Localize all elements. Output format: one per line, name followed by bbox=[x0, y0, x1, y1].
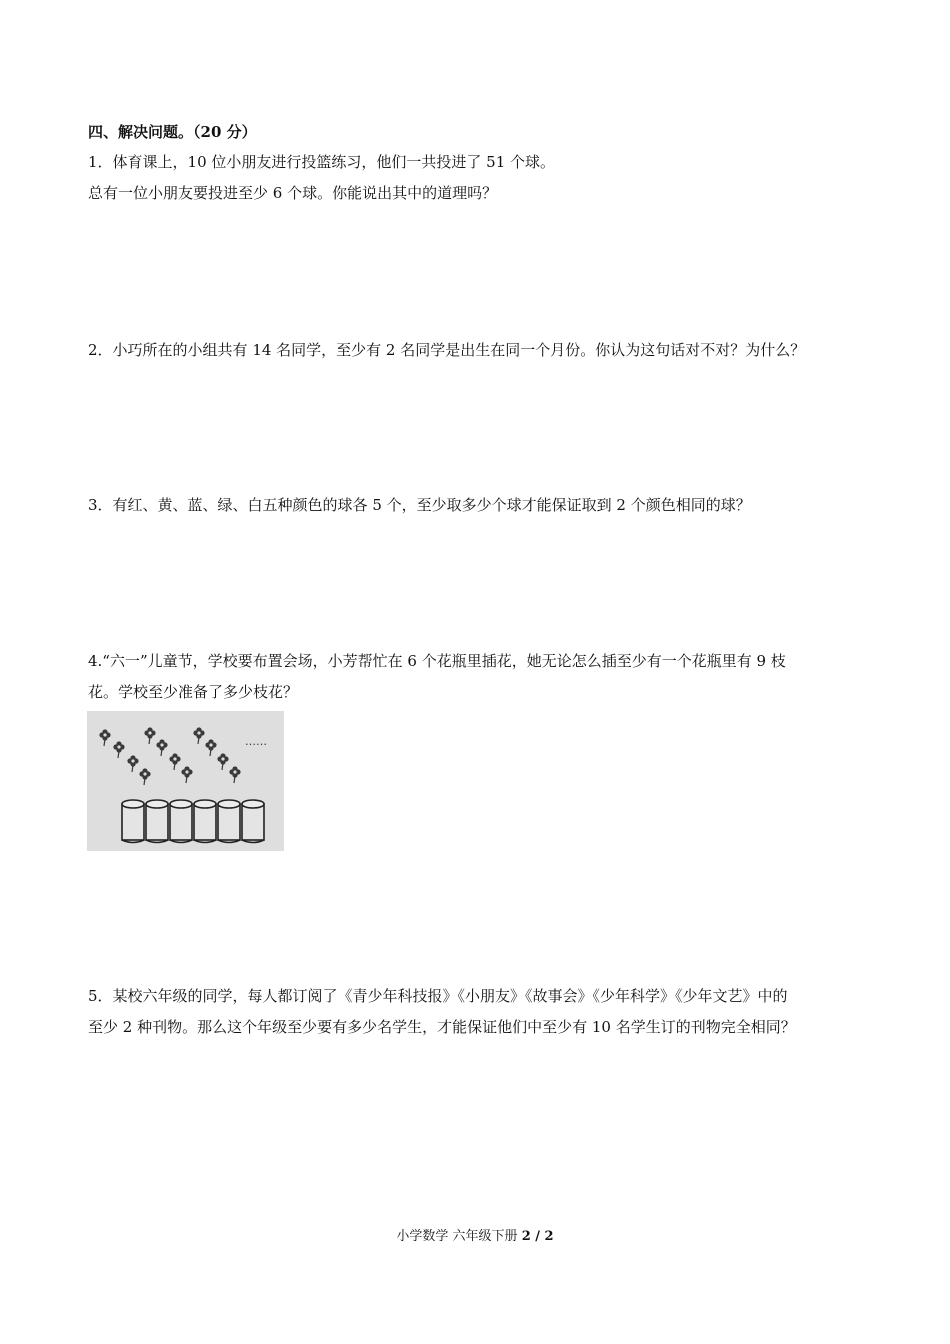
flower-icon bbox=[205, 739, 216, 756]
flower-icon bbox=[229, 766, 240, 783]
vase-icon bbox=[146, 800, 168, 843]
flower-icon bbox=[99, 729, 110, 746]
vase-icon bbox=[218, 800, 240, 843]
flower-icon bbox=[156, 739, 167, 756]
question-3-line-1: 3．有红、黄、蓝、绿、白五种颜色的球各 5 个，至少取多少个球才能保证取到 2 个颜色相同的球？ bbox=[88, 496, 751, 514]
flower-icon bbox=[139, 768, 150, 785]
flower-icon bbox=[217, 753, 228, 770]
vase-icon bbox=[170, 800, 192, 843]
flower-icon bbox=[181, 766, 192, 783]
question-1-line-1: 1．体育课上，10 位小朋友进行投篮练习，他们一共投进了 51 个球。 bbox=[88, 153, 556, 171]
ellipsis-text: …… bbox=[245, 735, 267, 748]
question-2-line-1: 2．小巧所在的小组共有 14 名同学，至少有 2 名同学是出生在同一个月份。你认为这句话对不对？为什么？ bbox=[88, 341, 806, 359]
flower-vase-svg bbox=[87, 711, 284, 851]
flower-icon bbox=[193, 727, 204, 744]
vase-icon bbox=[194, 800, 216, 843]
question-1-line-2: 总有一位小朋友要投进至少 6 个球。你能说出其中的道理吗？ bbox=[88, 184, 498, 202]
vase-icon bbox=[122, 800, 144, 843]
question-5-line-2: 至少 2 种刊物。那么这个年级至少要有多少名学生，才能保证他们中至少有 10 名学生订的刊物完全相同？ bbox=[88, 1018, 796, 1036]
footer-page-number: 2 / 2 bbox=[521, 1229, 554, 1244]
vase-icon bbox=[242, 800, 264, 843]
question-4-line-2: 花。学校至少准备了多少枝花？ bbox=[88, 683, 299, 701]
section-heading: 四、解决问题。（20 分） bbox=[88, 123, 257, 141]
flower-icon bbox=[113, 741, 124, 758]
question-4-line-1: 4.“六一”儿童节，学校要布置会场，小芳帮忙在 6 个花瓶里插花，她无论怎么插至少有一个花瓶里有 9 枝 bbox=[88, 652, 786, 670]
flower-icon bbox=[127, 755, 138, 772]
footer-subject: 小学数学 六年级下册 bbox=[396, 1229, 522, 1244]
flower-icon bbox=[169, 753, 180, 770]
flower-icon bbox=[144, 727, 155, 744]
flowers-and-vases-illustration bbox=[87, 711, 284, 851]
page-footer bbox=[0, 1228, 950, 1246]
question-5-line-1: 5．某校六年级的同学，每人都订阅了《青少年科技报》《小朋友》《故事会》《少年科学》《少年文艺》中的 bbox=[88, 987, 788, 1005]
